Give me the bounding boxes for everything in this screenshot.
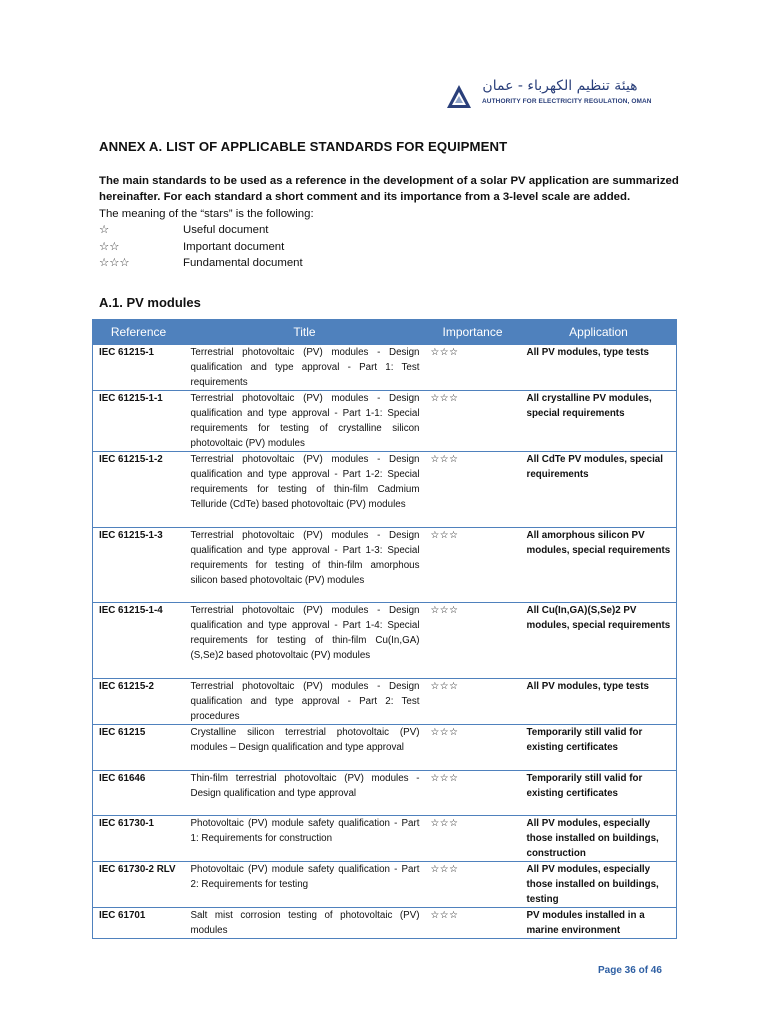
legend-item — [99, 222, 303, 239]
cell-title: Terrestrial photovoltaic (PV) modules - Design qualification and type approval - Part 2: Test procedures — [185, 679, 425, 725]
intro-paragraph — [99, 173, 679, 222]
cell-title: Terrestrial photovoltaic (PV) modules - Design qualification and type approval - Part 1: Test requirements — [185, 345, 425, 391]
cell-reference: IEC 61215 — [93, 725, 185, 771]
page-number: Page 36 of 46 — [598, 965, 662, 976]
intro-line-2: The meaning of the “stars” is the following: — [99, 207, 314, 220]
table-row — [93, 391, 677, 452]
legend-meaning: Important document — [183, 240, 285, 253]
cell-application: All PV modules, type tests — [521, 345, 677, 391]
annex-title: ANNEX A. LIST OF APPLICABLE STANDARDS FOR EQUIPMENT — [99, 139, 508, 154]
cell-title: Terrestrial photovoltaic (PV) modules - Design qualification and type approval - Part 1-4: Special requirements for testing of thin-film Cu(In,GA)(S,Se)2 based photovoltaic (PV) modules — [185, 603, 425, 679]
cell-importance-stars: ☆☆☆ — [425, 908, 521, 939]
table-header-row — [93, 320, 677, 345]
cell-title: Terrestrial photovoltaic (PV) modules - Design qualification and type approval - Part 1-3: Special requirements for testing of thin-film amorphous silicon based photovoltaic (PV) modules — [185, 528, 425, 603]
cell-application: All crystalline PV modules, special requirements — [521, 391, 677, 452]
cell-application: Temporarily still valid for existing certificates — [521, 771, 677, 816]
stars-legend — [99, 222, 303, 272]
intro-line-1: The main standards to be used as a reference in the development of a solar PV application are summarized hereinafter. For each standard a short comment and its importance from a 3-level scale are added. — [99, 175, 679, 204]
cell-title: Photovoltaic (PV) module safety qualification - Part 2: Requirements for testing — [185, 862, 425, 908]
column-header-importance: Importance — [425, 320, 521, 345]
cell-title: Salt mist corrosion testing of photovoltaic (PV) modules — [185, 908, 425, 939]
authority-logo — [446, 78, 652, 114]
cell-importance-stars: ☆☆☆ — [425, 816, 521, 862]
cell-title: Crystalline silicon terrestrial photovoltaic (PV) modules – Design qualification and type approval — [185, 725, 425, 771]
star-icon: ☆ — [99, 224, 110, 236]
cell-reference: IEC 61215-2 — [93, 679, 185, 725]
cell-importance-stars: ☆☆☆ — [425, 862, 521, 908]
cell-reference: IEC 61215-1-3 — [93, 528, 185, 603]
legend-item — [99, 239, 303, 256]
cell-reference: IEC 61701 — [93, 908, 185, 939]
cell-importance-stars: ☆☆☆ — [425, 725, 521, 771]
column-header-reference: Reference — [93, 320, 185, 345]
table-row — [93, 908, 677, 939]
cell-reference: IEC 61215-1-4 — [93, 603, 185, 679]
cell-title: Terrestrial photovoltaic (PV) modules - Design qualification and type approval - Part 1-1: Special requirements for testing of crystalline silicon photovoltaic (PV) modules — [185, 391, 425, 452]
table-row — [93, 816, 677, 862]
cell-application: All Cu(In,GA)(S,Se)2 PV modules, special requirements — [521, 603, 677, 679]
column-header-application: Application — [521, 320, 677, 345]
column-header-title: Title — [185, 320, 425, 345]
cell-title: Terrestrial photovoltaic (PV) modules - Design qualification and type approval - Part 1-2: Special requirements for testing of thin-film Cadmium Telluride (CdTe) based photovoltaic (PV) modules — [185, 452, 425, 528]
legend-item — [99, 255, 303, 272]
cell-reference: IEC 61646 — [93, 771, 185, 816]
cell-importance-stars: ☆☆☆ — [425, 391, 521, 452]
cell-importance-stars: ☆☆☆ — [425, 452, 521, 528]
triangle-logo-icon — [446, 84, 472, 110]
cell-reference: IEC 61730-1 — [93, 816, 185, 862]
section-title: A.1. PV modules — [99, 295, 201, 310]
table-row — [93, 528, 677, 603]
star-icon: ☆☆ — [99, 240, 120, 253]
logo-english-text: AUTHORITY FOR ELECTRICITY REGULATION, OMAN — [482, 98, 652, 105]
cell-reference: IEC 61215-1 — [93, 345, 185, 391]
cell-title: Photovoltaic (PV) module safety qualification - Part 1: Requirements for construction — [185, 816, 425, 862]
table-row — [93, 725, 677, 771]
table-row — [93, 345, 677, 391]
cell-application: All PV modules, especially those installed on buildings, construction — [521, 816, 677, 862]
cell-application: PV modules installed in a marine environment — [521, 908, 677, 939]
table-row — [93, 603, 677, 679]
cell-application: Temporarily still valid for existing certificates — [521, 725, 677, 771]
legend-meaning: Fundamental document — [183, 257, 303, 269]
star-icon: ☆☆☆ — [99, 257, 130, 269]
standards-table — [92, 319, 677, 939]
cell-importance-stars: ☆☆☆ — [425, 679, 521, 725]
cell-application: All CdTe PV modules, special requirements — [521, 452, 677, 528]
cell-application: All PV modules, type tests — [521, 679, 677, 725]
legend-meaning: Useful document — [183, 224, 269, 236]
cell-importance-stars: ☆☆☆ — [425, 603, 521, 679]
logo-arabic-text: هيئة تنظيم الكهرباء - عمان — [482, 78, 638, 94]
cell-reference: IEC 61215-1-2 — [93, 452, 185, 528]
table-row — [93, 452, 677, 528]
table-row — [93, 862, 677, 908]
cell-importance-stars: ☆☆☆ — [425, 771, 521, 816]
cell-reference: IEC 61215-1-1 — [93, 391, 185, 452]
cell-importance-stars: ☆☆☆ — [425, 345, 521, 391]
cell-reference: IEC 61730-2 RLV — [93, 862, 185, 908]
table-row — [93, 679, 677, 725]
cell-application: All amorphous silicon PV modules, special requirements — [521, 528, 677, 603]
table-row — [93, 771, 677, 816]
cell-application: All PV modules, especially those installed on buildings, testing — [521, 862, 677, 908]
cell-title: Thin-film terrestrial photovoltaic (PV) modules - Design qualification and type approval — [185, 771, 425, 816]
cell-importance-stars: ☆☆☆ — [425, 528, 521, 603]
